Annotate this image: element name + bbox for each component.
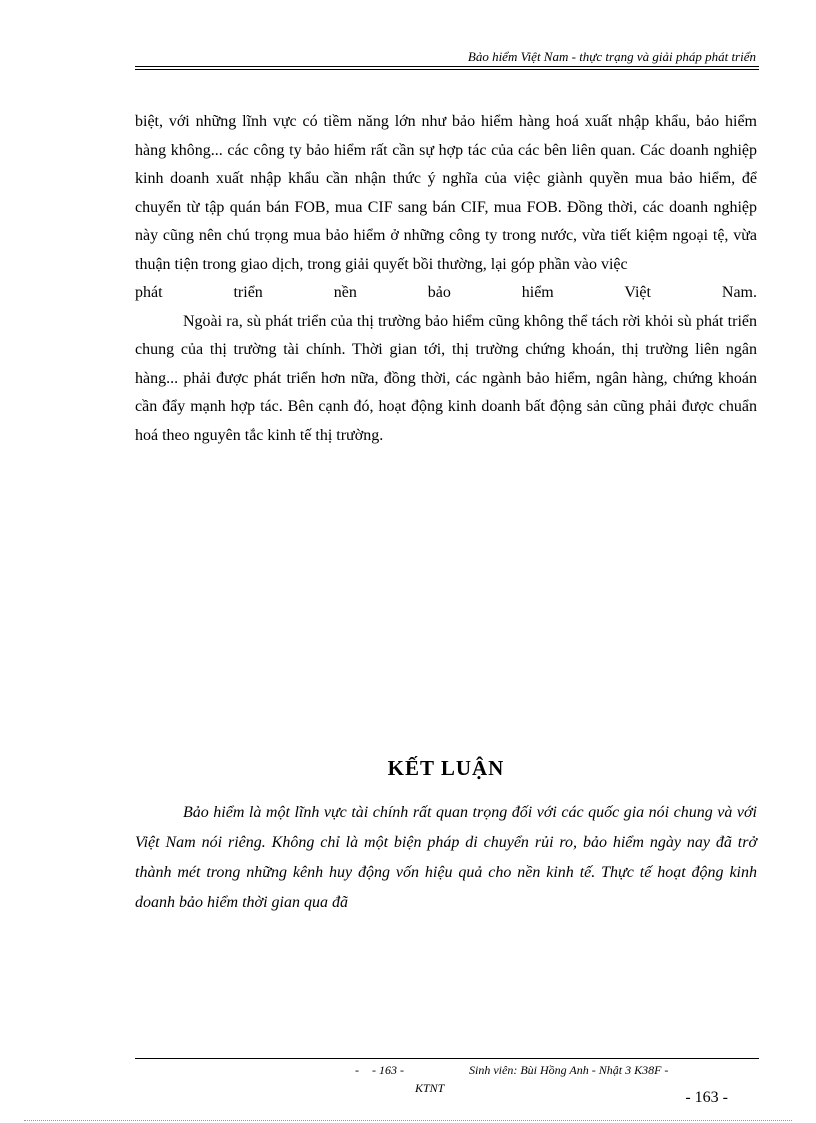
footer-line [355, 1063, 668, 1078]
footer-rule [135, 1058, 759, 1059]
running-header: Bảo hiểm Việt Nam - thực trạng và giải pháp phát triển [467, 49, 756, 64]
section-heading: KẾT LUẬN [387, 756, 505, 780]
bottom-dotted-line [24, 1120, 792, 1121]
footer-dash: - [355, 1063, 359, 1077]
header-rule [135, 66, 759, 70]
body-text [135, 108, 757, 450]
paragraph-1: biệt, với những lĩnh vực có tiềm năng lớn như bảo hiểm hàng hoá xuất nhập khẩu, bảo hiểm hàng không... các công ty bảo hiểm rất cần sự hợp tác của các bên liên quan. Các doanh nghiệp kinh doanh xuất nhập khẩu cần nhận thức ý nghĩa của việc giành quyền mua bảo hiểm, để chuyển từ tập quán bán FOB, mua CIF sang bán CIF, mua FOB. Đồng thời, các doanh nghiệp này cũng nên chú trọng mua bảo hiểm ở những công ty trong nước, vừa tiết kiệm ngoại tệ, vừa thuận tiện trong giao dịch, trong giải quyết bồi thường, lại góp phần vào việc [135, 113, 757, 273]
conclusion-paragraph: Bảo hiểm là một lĩnh vực tài chính rất quan trọng đối với các quốc gia nói chung và với Việt Nam nói riêng. Không chỉ là một biện pháp di chuyển rủi ro, bảo hiểm ngày nay đã trở thành mét trong những kênh huy động vốn hiệu quả cho nền kinh tế. Thực tế hoạt động kinh doanh bảo hiểm thời gian qua đã [135, 804, 757, 911]
footer-student: Sinh viên: Bùi Hồng Anh - Nhật 3 K38F - [469, 1063, 669, 1077]
page-number: - 163 - [685, 1089, 728, 1106]
footer-page-label: - 163 - [372, 1063, 404, 1077]
paragraph-1-last-line: phát triển nền bảo hiểm Việt Nam. [135, 284, 757, 301]
footer-student-cont: KTNT [415, 1081, 445, 1095]
conclusion-text [135, 798, 757, 918]
paragraph-2: Ngoài ra, sù phát triển của thị trường bảo hiểm cũng không thể tách rời khỏi sù phát triển chung của thị trường tài chính. Thời gian tới, thị trường chứng khoán, thị trường liên ngân hàng... phải được phát triển hơn nữa, đồng thời, các ngành bảo hiểm, ngân hàng, chứng khoán cần đẩy mạnh hợp tác. Bên cạnh đó, hoạt động kinh doanh bất động sản cũng phải được chuẩn hoá theo nguyên tắc kinh tế thị trường. [135, 312, 757, 444]
